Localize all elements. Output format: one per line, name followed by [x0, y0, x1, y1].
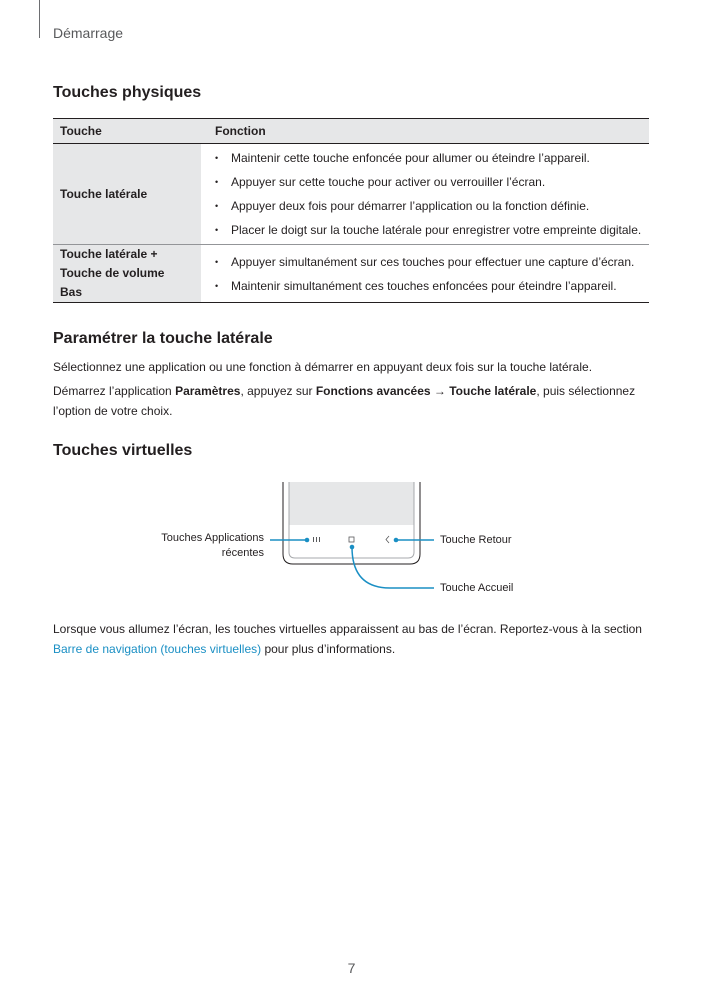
key-name-line: Touche latérale + [60, 247, 158, 261]
page-number: 7 [347, 960, 356, 976]
text-run: , puis sélectionnez l’option de votre choix. [53, 384, 636, 418]
table-row [53, 144, 649, 245]
label-line: Touches Applications [161, 532, 264, 544]
key-name [53, 245, 201, 303]
text-run: pour plus d’informations. [261, 642, 396, 656]
function-item: • Maintenir cette touche enfoncée pour allumer ou éteindre l’appareil. [215, 146, 649, 170]
column-header-function: Fonction [201, 119, 649, 144]
function-item: • Appuyer deux fois pour démarrer l’application ou la fonction définie. [215, 194, 649, 218]
function-item: • Appuyer sur cette touche pour activer ou verrouiller l’écran. [215, 170, 649, 194]
recent-apps-label [120, 531, 264, 561]
function-item: • Maintenir simultanément ces touches enfoncées pour éteindre l’appareil. [215, 274, 649, 298]
menu-name-advanced: Fonctions avancées [315, 384, 431, 398]
soft-keys-diagram [0, 470, 703, 610]
soft-keys-paragraph [53, 619, 653, 659]
label-line: récentes [221, 547, 264, 559]
back-key-label: Touche Retour [440, 534, 512, 546]
section-header: Démarrage [53, 25, 124, 41]
navigation-bar-link[interactable]: Barre de navigation (touches virtuelles) [53, 642, 262, 656]
physical-keys-table [53, 118, 649, 303]
side-key-title: Paramétrer la touche latérale [53, 330, 273, 347]
phone-illustration [0, 470, 703, 610]
menu-name-settings: Paramètres [175, 384, 241, 398]
function-item: • Placer le doigt sur la touche latérale pour enregistrer votre empreinte digitale. [215, 218, 649, 242]
side-key-paragraph: Sélectionnez une application ou une fonction à démarrer en appuyant deux fois sur la touche latérale. [53, 360, 593, 374]
physical-keys-title: Touches physiques [53, 84, 202, 101]
function-cell [201, 144, 649, 245]
table-row [53, 245, 649, 303]
header-rule [39, 0, 40, 38]
column-header-key: Touche [53, 119, 201, 144]
table-header-row [53, 119, 649, 144]
text-run: , appuyez sur [240, 384, 316, 398]
soft-keys-title: Touches virtuelles [53, 442, 193, 459]
key-name: Touche latérale [53, 144, 201, 245]
menu-name-side-key: Touche latérale [449, 384, 537, 398]
key-name-line: Touche de volume [60, 266, 165, 280]
arrow-separator: → [430, 384, 450, 398]
home-key-label: Touche Accueil [440, 582, 514, 594]
text-run: Démarrez l’application [53, 384, 176, 398]
text-run: Lorsque vous allumez l’écran, les touches virtuelles apparaissent au bas de l’écran. Reportez-vous à la section [53, 622, 642, 636]
function-cell [201, 245, 649, 303]
function-item: • Appuyer simultanément sur ces touches pour effectuer une capture d’écran. [215, 250, 649, 274]
side-key-instructions [53, 381, 653, 421]
key-name-line: Bas [60, 285, 83, 299]
